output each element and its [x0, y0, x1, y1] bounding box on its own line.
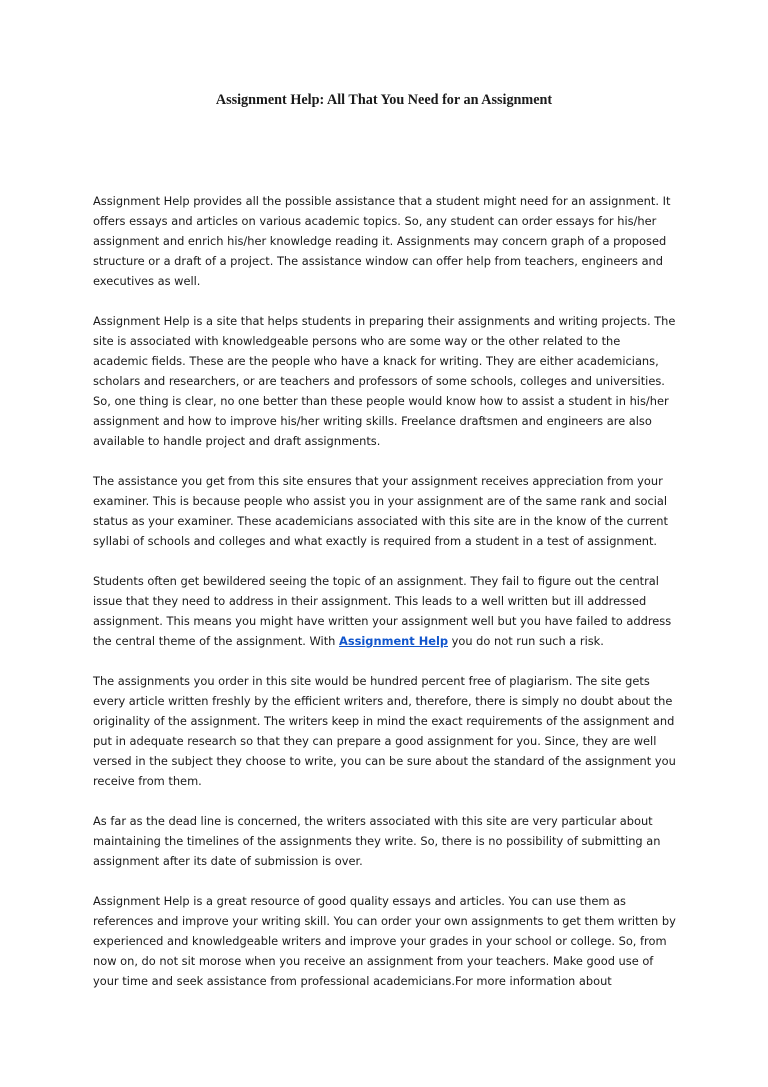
- paragraph-3: The assistance you get from this site ensures that your assignment receives appreciation from your examiner. This is because people who assist you in your assignment are of the same rank and social status as your examiner. These academicians associated with this site are in the know of the current syllabi of schools and colleges and what exactly is required from a student in a test of assignment.: [93, 474, 668, 548]
- paragraph-2: Assignment Help is a site that helps students in preparing their assignments and writing projects. The site is associated with knowledgeable persons who are some way or the other related to the academic fields. These are the people who have a knack for writing. They are either academicians, scholars and researchers, or are teachers and professors of some schools, colleges and universities. So, one thing is clear, no one better than these people would know how to assist a student in his/her assignment and how to improve his/her writing skills. Freelance draftsmen and engineers are also available to handle project and draft assignments.: [93, 314, 676, 448]
- paragraph-1: Assignment Help provides all the possible assistance that a student might need for an assignment. It offers essays and articles on various academic topics. So, any student can order essays for his/her assignment and enrich his/her knowledge reading it. Assignments may concern graph of a proposed structure or a draft of a project. The assistance window can offer help from teachers, engineers and executives as well.: [93, 194, 671, 288]
- paragraph-4-text-before: Students often get bewildered seeing the topic of an assignment. They fail to figure out the central issue that they need to address in their assignment. This leads to a well written but ill addressed assignment. This means you might have written your assignment well but you have failed to address the central theme of the assignment. With: [93, 574, 672, 648]
- paragraph-5: The assignments you order in this site would be hundred percent free of plagiarism. The site gets every article written freshly by the efficient writers and, therefore, there is simply no doubt about the originality of the assignment. The writers keep in mind the exact requirements of the assignment and put in adequate research so that they can prepare a good assignment for you. Since, they are well versed in the subject they choose to write, you can be sure about the standard of the assignment you receive from them.: [93, 674, 676, 788]
- paragraph-4-text-after: you do not run such a risk.: [448, 634, 604, 648]
- document-title: Assignment Help: All That You Need for an Assignment: [215, 92, 553, 108]
- paragraph-7: Assignment Help is a great resource of good quality essays and articles. You can use them as references and improve your writing skill. You can order your own assignments to get them written by experienced and knowledgeable writers and improve your grades in your school or college. So, from now on, do not sit morose when you receive an assignment from your teachers. Make good use of your time and seek assistance from professional academicians.For more information about: [93, 894, 676, 988]
- paragraph-6: As far as the dead line is concerned, the writers associated with this site are very particular about maintaining the timelines of the assignments they write. So, there is no possibility of submitting an assignment after its date of submission is over.: [93, 814, 661, 868]
- assignment-help-link[interactable]: Assignment Help: [339, 634, 449, 648]
- paragraph-4: [93, 571, 677, 651]
- document-body: [93, 191, 677, 1011]
